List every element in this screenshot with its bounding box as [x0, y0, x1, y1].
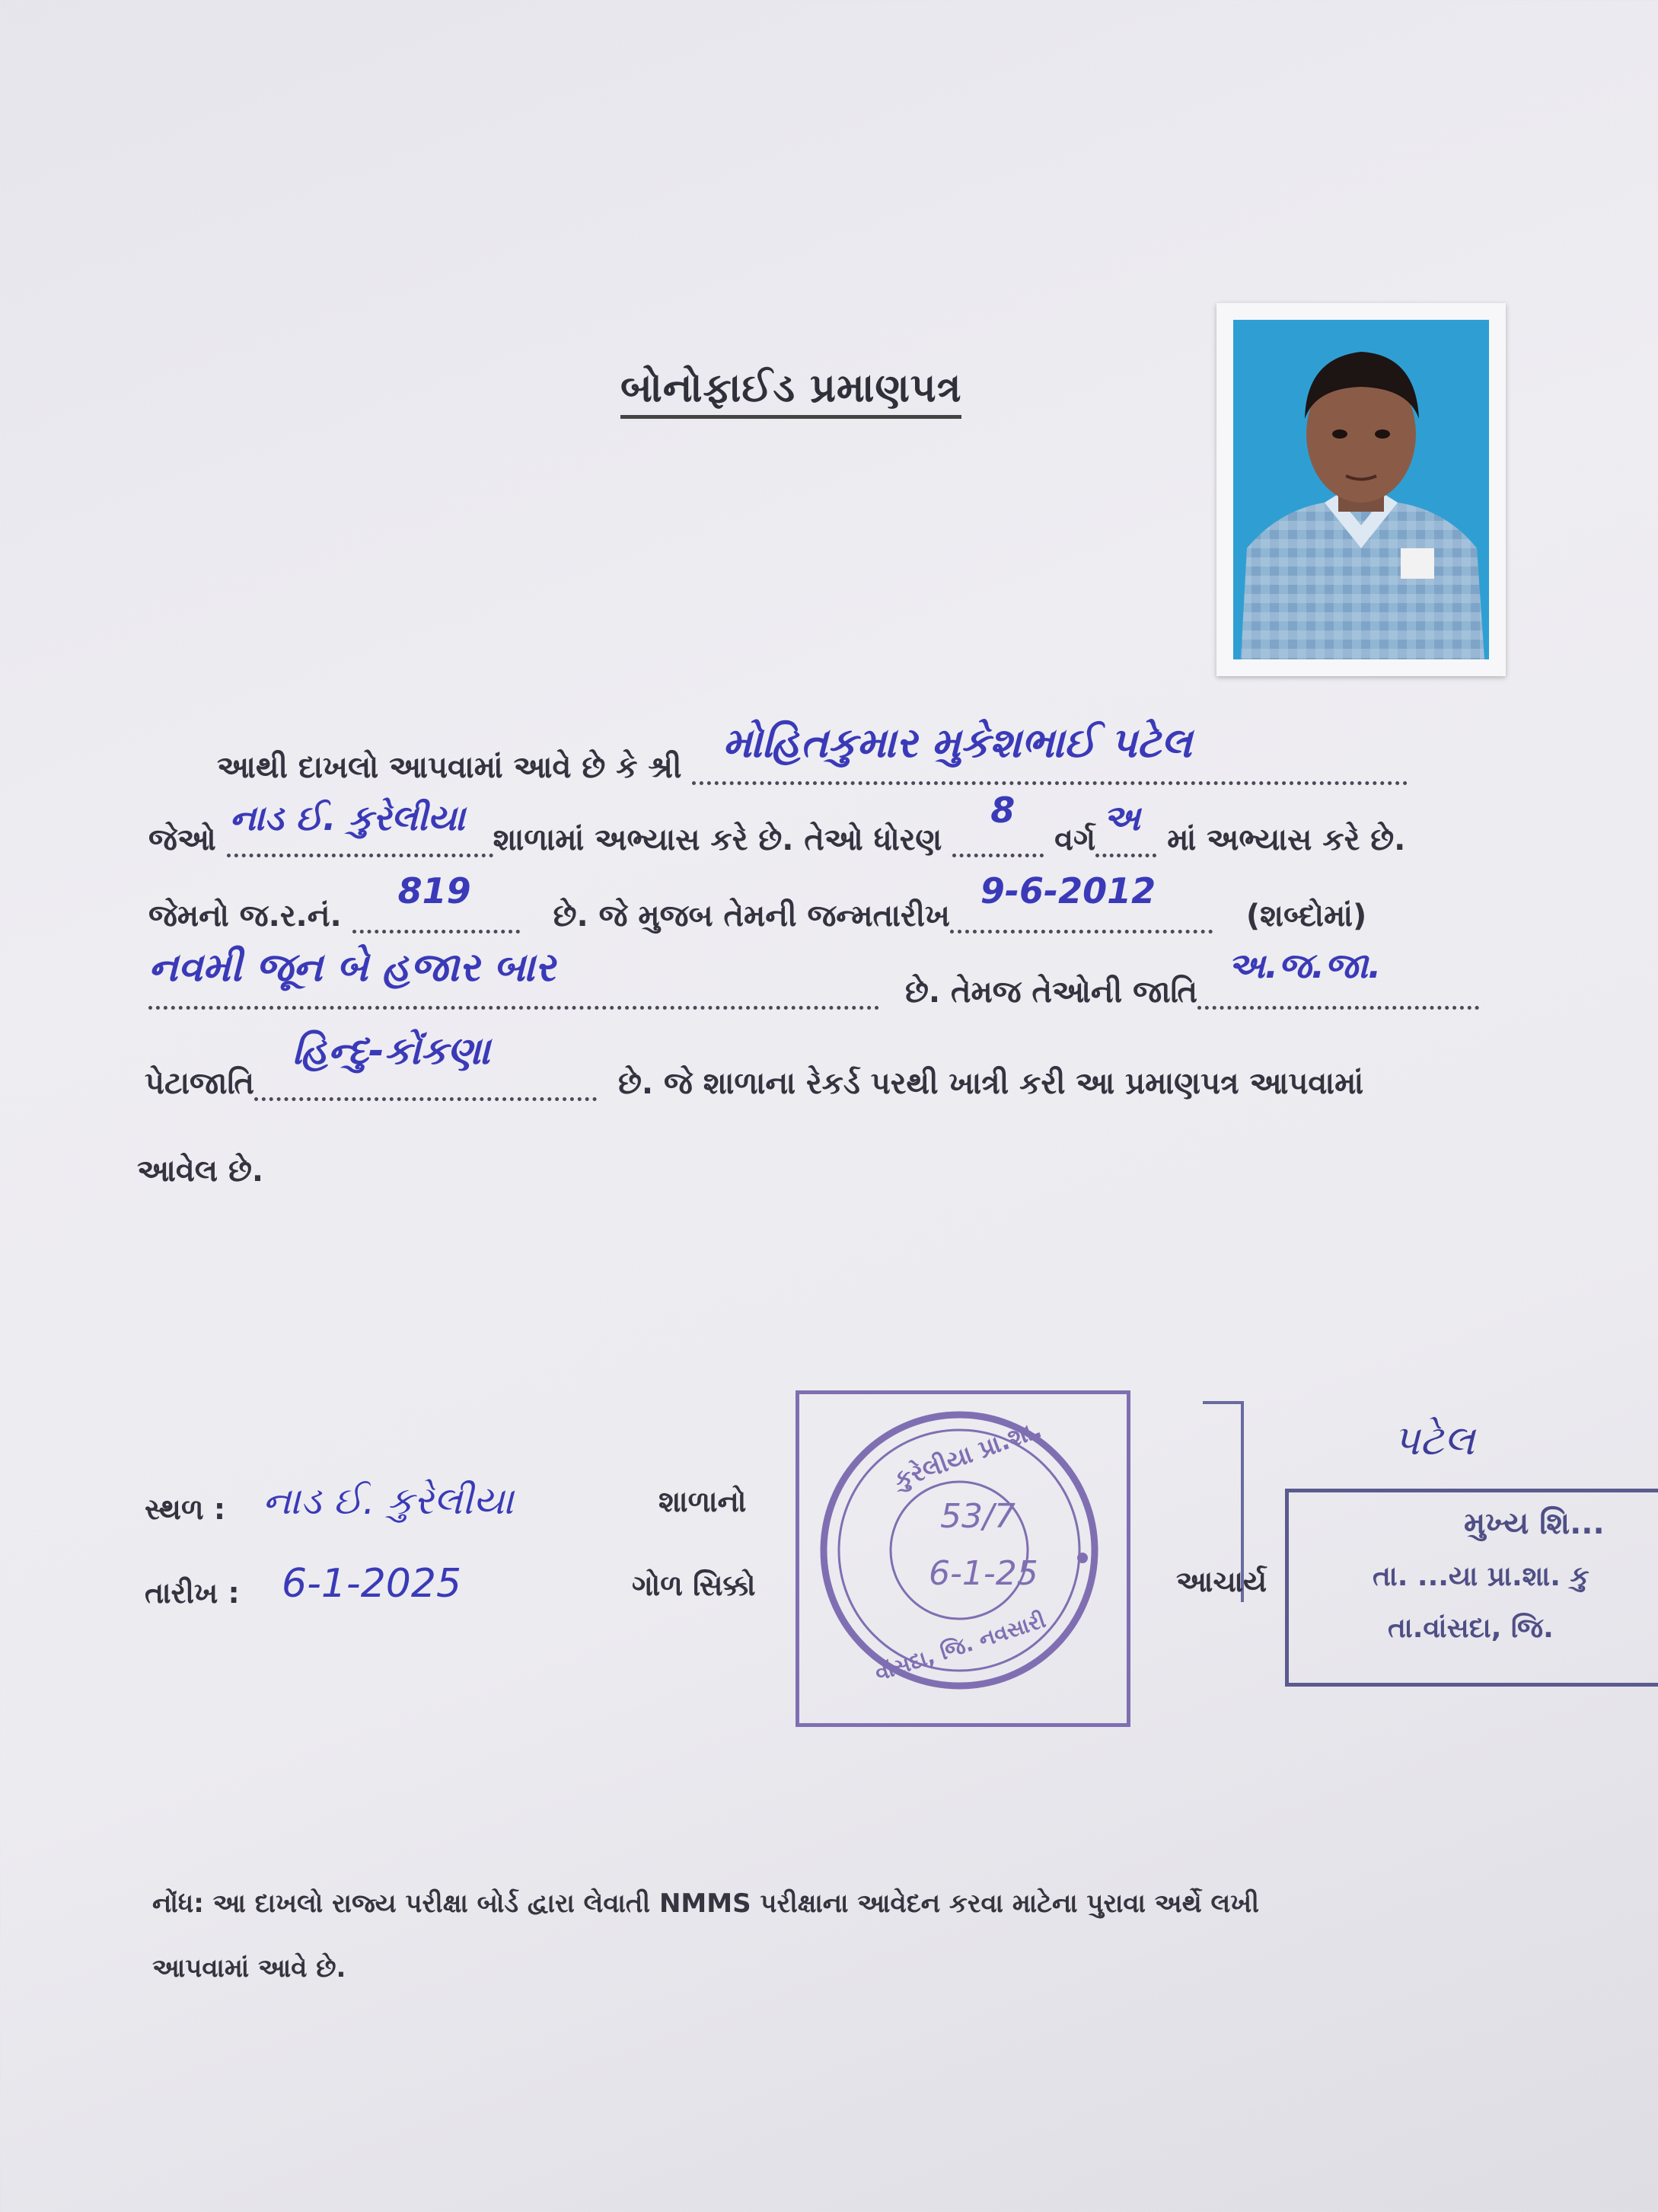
stamp-top-text: કુરેલીયા પ્રા.શા. [890, 1414, 1046, 1495]
place-label: સ્થળ : [145, 1492, 226, 1526]
note-line-2: આપવામાં આવે છે. [152, 1953, 346, 1984]
std-value: 8 [990, 790, 1016, 831]
principal-label: આચાર્ય [1176, 1565, 1267, 1598]
student-name: મોહિતકુમાર મુકેશભાઈ પટેલ [722, 719, 1192, 767]
school-field [227, 797, 493, 857]
dob-value: 9-6-2012 [980, 870, 1156, 911]
stamp-date: 6-1-25 [929, 1554, 1038, 1593]
body-line-3 [148, 870, 1367, 934]
line3-mid: છે. જે મુજબ તેમની જન્મતારીખ [553, 899, 950, 934]
school-stamp-box [796, 1390, 1130, 1727]
principal-stamp-line-1: મુખ્ય શિ... [1464, 1506, 1605, 1541]
certificate-title: બોનોફાઈડ પ્રમાણપત્ર [620, 365, 961, 419]
stamp-label-2: ગોળ સિક્કો [632, 1569, 756, 1602]
class-value: અ [1103, 797, 1140, 838]
date-label: તારીખ : [145, 1576, 240, 1610]
line3-prefix: જેમનો જ.ર.નં. [148, 899, 342, 934]
school-name: નાડ ઈ. કુરેલીયા [229, 797, 465, 838]
student-photo-frame [1216, 303, 1506, 676]
stamp-bottom-text: વાંસદા, જિ. નવસારી [872, 1607, 1049, 1687]
name-field [692, 719, 1408, 785]
place-value: નાડ ઈ. કુરેલીયા [263, 1479, 514, 1523]
student-photo [1233, 320, 1489, 659]
line2-mid: શાળામાં અભ્યાસ કરે છે. તેઓ ધોરણ [493, 822, 942, 857]
dob-field [950, 870, 1213, 934]
principal-stamp-line-3: તા.વાંસદા, જિ. [1388, 1613, 1554, 1644]
body-line-5 [145, 1029, 1364, 1101]
gr-field [352, 870, 520, 934]
class-field [1095, 797, 1156, 857]
caste-field [1197, 945, 1479, 1010]
stamp-label-1: શાળાનો [658, 1485, 747, 1518]
body-line-4 [148, 945, 1479, 1010]
line5-suffix: છે. જે શાળાના રેકર્ડ પરથી ખાત્રી કરી આ પ્રમાણપત્ર આપવામાં [617, 1066, 1364, 1101]
dob-words: નવમી જૂન બે હજાર બાર [148, 945, 556, 991]
body-line-1 [217, 719, 1408, 785]
student-photo-image [1233, 320, 1489, 659]
line2-prefix: જેઓ [148, 822, 216, 857]
line5-prefix: પેટાજાતિ [145, 1066, 255, 1101]
subcaste-value: હિન્દુ-કોંકણા [292, 1029, 490, 1073]
body-line-6: આવેલ છે. [137, 1154, 264, 1189]
line1-prefix: આથી દાખલો આપવામાં આવે છે કે શ્રી [217, 750, 682, 785]
body-line-2 [148, 790, 1406, 857]
class-label: વર્ગ [1054, 822, 1096, 857]
caste-value: અ.જ.જા. [1228, 945, 1382, 986]
line2-suffix: માં અભ્યાસ કરે છે. [1167, 822, 1406, 857]
subcaste-field [254, 1029, 597, 1101]
std-field [952, 790, 1044, 857]
stamp-number: 53/7 [940, 1497, 1016, 1536]
principal-stamp-box [1285, 1489, 1658, 1687]
principal-stamp-line-2: તા. ...યા પ્રા.શા. કુ [1373, 1561, 1589, 1592]
line4-mid: છે. તેમજ તેઓની જાતિ [904, 975, 1198, 1010]
line3-suffix: (શબ્દોમાં) [1245, 899, 1367, 934]
dob-words-field [148, 945, 879, 1010]
date-value: 6-1-2025 [282, 1561, 462, 1607]
principal-signature: પટેલ [1393, 1416, 1475, 1464]
note-line-1: નોંધ: આ દાખલો રાજ્ય પરીક્ષા બોર્ડ દ્વારા લેવાતી NMMS પરીક્ષાના આવેદન કરવા માટેના પુરાવા અર્થે લખી [152, 1888, 1259, 1919]
gr-number: 819 [397, 870, 471, 911]
